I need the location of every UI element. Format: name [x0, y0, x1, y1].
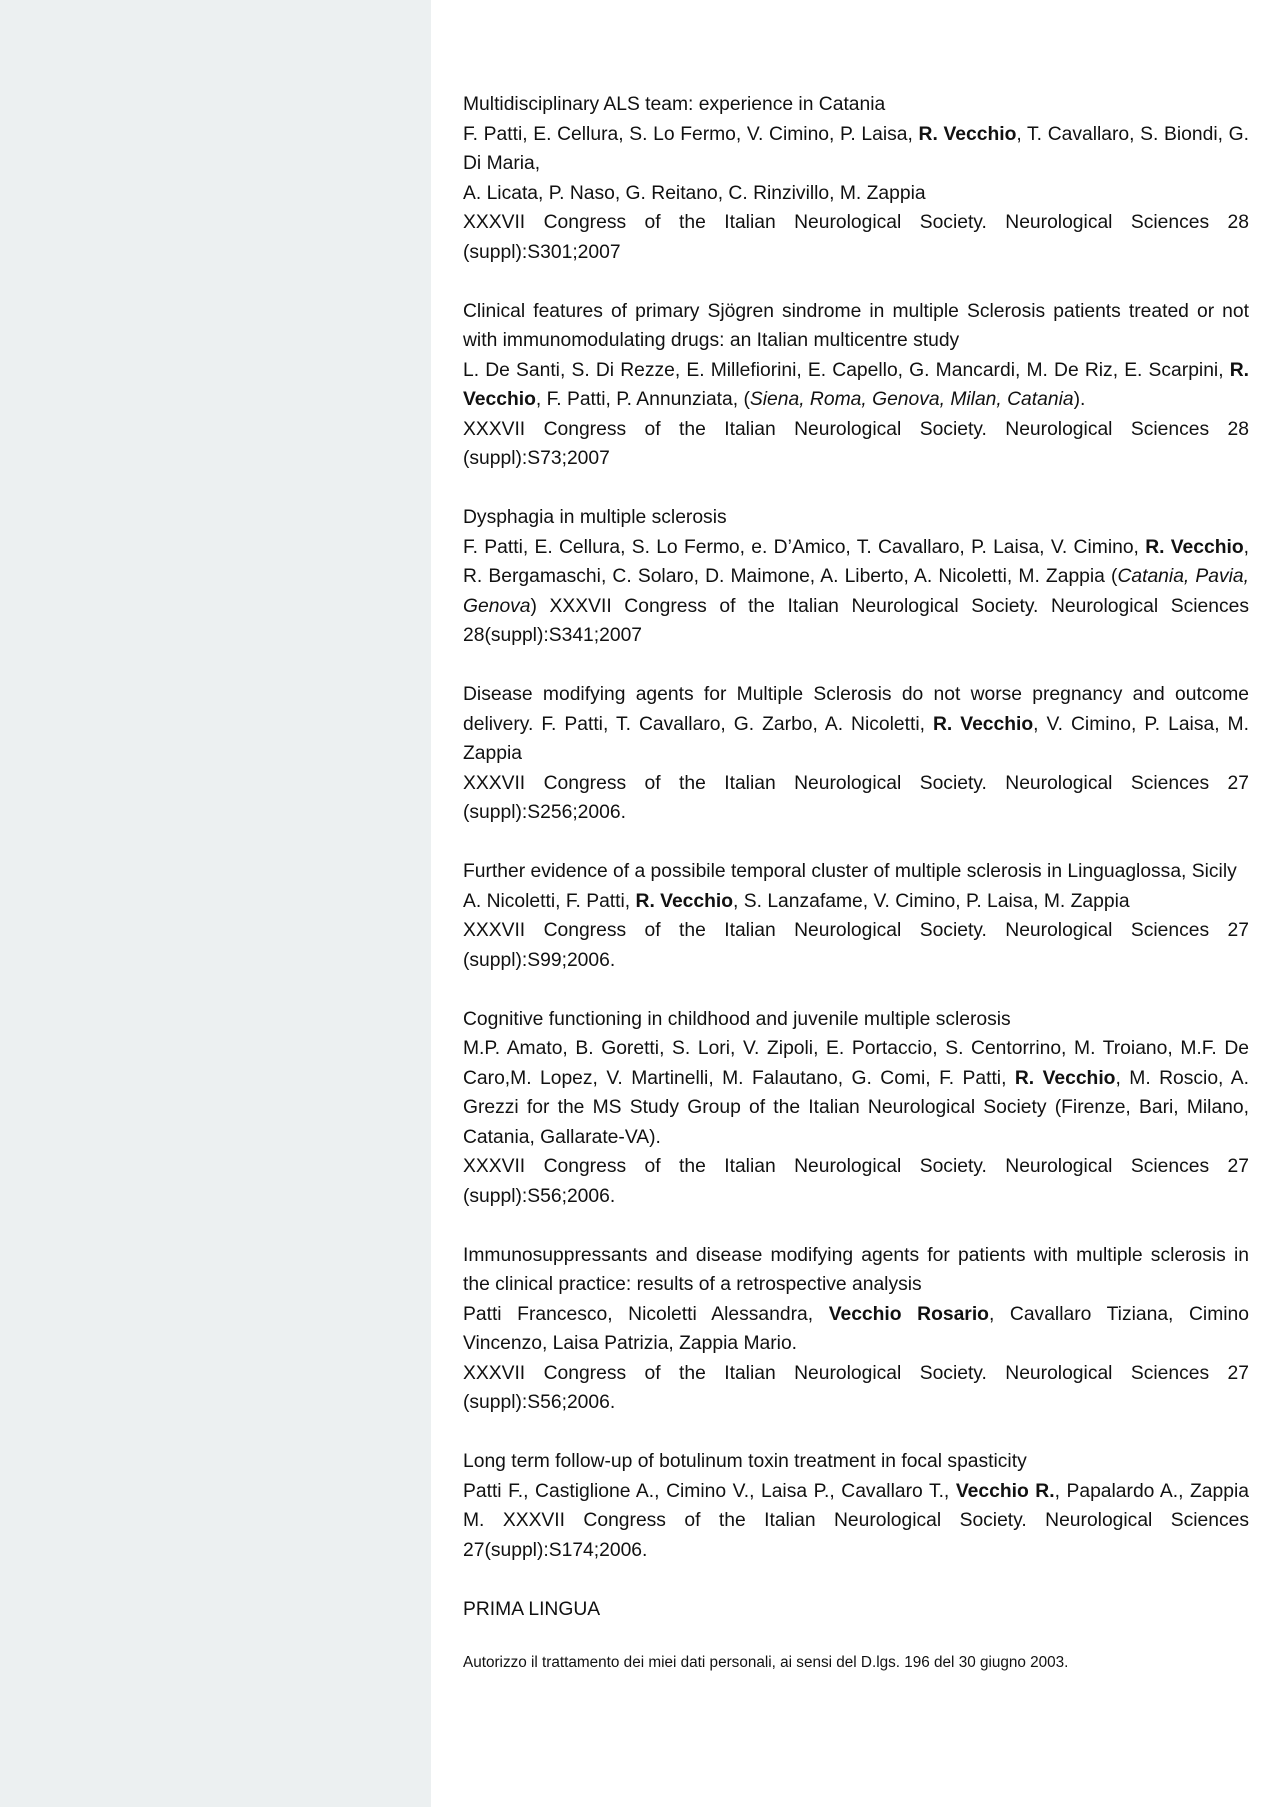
highlighted-author: R. Vecchio — [933, 713, 1034, 735]
publication-entry — [463, 1241, 1249, 1418]
publication-authors: A. Nicoletti, F. Patti, R. Vecchio, S. Lanzafame, V. Cimino, P. Laisa, M. Zappia — [463, 890, 1130, 912]
publication-entry — [463, 90, 1249, 267]
section-title: PRIMA LINGUA — [463, 1598, 601, 1620]
publication-citation: XXXVII Congress of the Italian Neurological Society. Neurological Sciences 28 (suppl):S301;2007 — [463, 212, 1249, 263]
publication-entry — [463, 297, 1249, 474]
publication-authors: Patti Francesco, Nicoletti Alessandra, Vecchio Rosario, Cavallaro Tiziana, Cimino Vincenzo, Laisa Patrizia, Zappia Mario. — [463, 1303, 1249, 1354]
publication-authors: F. Patti, E. Cellura, S. Lo Fermo, V. Cimino, P. Laisa, R. Vecchio, T. Cavallaro, S. Biondi, G. Di Maria, — [463, 123, 1249, 174]
highlighted-author: R. Vecchio — [1014, 1067, 1116, 1089]
publication-title: Long term follow-up of botulinum toxin treatment in focal spasticity — [463, 1451, 1027, 1472]
publication-citation: XXXVII Congress of the Italian Neurological Society. Neurological Sciences 27 (suppl):S99;2006. — [463, 920, 1249, 971]
highlighted-author: R. Vecchio — [918, 123, 1017, 145]
publication-citation: XXXVII Congress of the Italian Neurological Society. Neurological Sciences 27 (suppl):S56;2006. — [463, 1362, 1249, 1413]
publication-title: Immunosuppressants and disease modifying agents for patients with multiple sclerosis in the clinical practice: results of a retrospective analysis — [463, 1244, 1249, 1295]
publication-title: Multidisciplinary ALS team: experience in Catania — [463, 94, 886, 115]
publication-entry — [463, 1447, 1249, 1565]
publication-authors-continued: A. Licata, P. Naso, G. Reitano, C. Rinzivillo, M. Zappia — [463, 182, 926, 204]
publication-title: Dysphagia in multiple sclerosis — [463, 507, 727, 528]
publication-authors: L. De Santi, S. Di Rezze, E. Millefiorini, E. Capello, G. Mancardi, M. De Riz, E. Scarpini, R. Vecchio, F. Patti, P. Annunziata, (Siena, Roma, Genova, Milan, Catania). — [463, 359, 1249, 410]
publication-title: Further evidence of a possibile temporal cluster of multiple sclerosis in Linguaglossa, Sicily — [463, 861, 1237, 882]
publication-title-authors: Disease modifying agents for Multiple Sclerosis do not worse pregnancy and outcome delivery. F. Patti, T. Cavallaro, G. Zarbo, A. Nicoletti, R. Vecchio, V. Cimino, P. Laisa, M. Zappia — [463, 684, 1249, 764]
publication-locations: Catania, Pavia, Genova — [463, 566, 1249, 617]
publication-title: Cognitive functioning in childhood and juvenile multiple sclerosis — [463, 1008, 1011, 1030]
sidebar-panel — [0, 0, 431, 1807]
highlighted-author: Vecchio R. — [955, 1480, 1055, 1502]
publications-list — [463, 90, 1249, 1674]
highlighted-author: R. Vecchio — [635, 890, 734, 912]
publication-entry — [463, 680, 1249, 828]
publication-authors: F. Patti, E. Cellura, S. Lo Fermo, e. D’Amico, T. Cavallaro, P. Laisa, V. Cimino, R. Vecchio, R. Bergamaschi, C. Solaro, D. Maimone, A. Liberto, A. Nicoletti, M. Zappia (Catania, Pavia, Genova) XXXVII Congress of the Italian Neurological Society. Neurological Sciences 28(suppl):S341;2007 — [463, 536, 1249, 646]
publication-citation: XXXVII Congress of the Italian Neurological Society. Neurological Sciences 27 (suppl):S56;2006. — [463, 1156, 1249, 1207]
publication-locations: Siena, Roma, Genova, Milan, Catania — [749, 389, 1074, 410]
publication-title: Clinical features of primary Sjögren sindrome in multiple Sclerosis patients treated or not with immunomodulating drugs: an Italian multicentre study — [463, 300, 1249, 351]
privacy-consent-note: Autorizzo il trattamento dei miei dati personali, ai sensi del D.lgs. 196 del 30 giugno 2003. — [463, 1654, 1069, 1671]
publication-citation: XXXVII Congress of the Italian Neurological Society. Neurological Sciences 28 (suppl):S73;2007 — [463, 418, 1249, 469]
highlighted-author: Vecchio Rosario — [828, 1303, 989, 1325]
publication-authors: M.P. Amato, B. Goretti, S. Lori, V. Zipoli, E. Portaccio, S. Centorrino, M. Troiano, M.F. De Caro,M. Lopez, V. Martinelli, M. Falautano, G. Comi, F. Patti, R. Vecchio, M. Roscio, A. Grezzi for the MS Study Group of the Italian Neurological Society (Firenze, Bari, Milano, Catania, Gallarate-VA). — [463, 1038, 1249, 1148]
highlighted-author: R. Vecchio — [463, 359, 1249, 410]
publication-entry — [463, 503, 1249, 651]
publication-entry — [463, 857, 1249, 975]
highlighted-author: R. Vecchio — [1145, 536, 1244, 558]
publication-citation: XXXVII Congress of the Italian Neurological Society. Neurological Sciences 27 (suppl):S256;2006. — [463, 772, 1249, 823]
publication-entry — [463, 1005, 1249, 1212]
publication-authors: Patti F., Castiglione A., Cimino V., Laisa P., Cavallaro T., Vecchio R., Papalardo A., Zappia M. XXXVII Congress of the Italian Neurological Society. Neurological Sciences 27(suppl):S174;2006. — [463, 1480, 1249, 1561]
